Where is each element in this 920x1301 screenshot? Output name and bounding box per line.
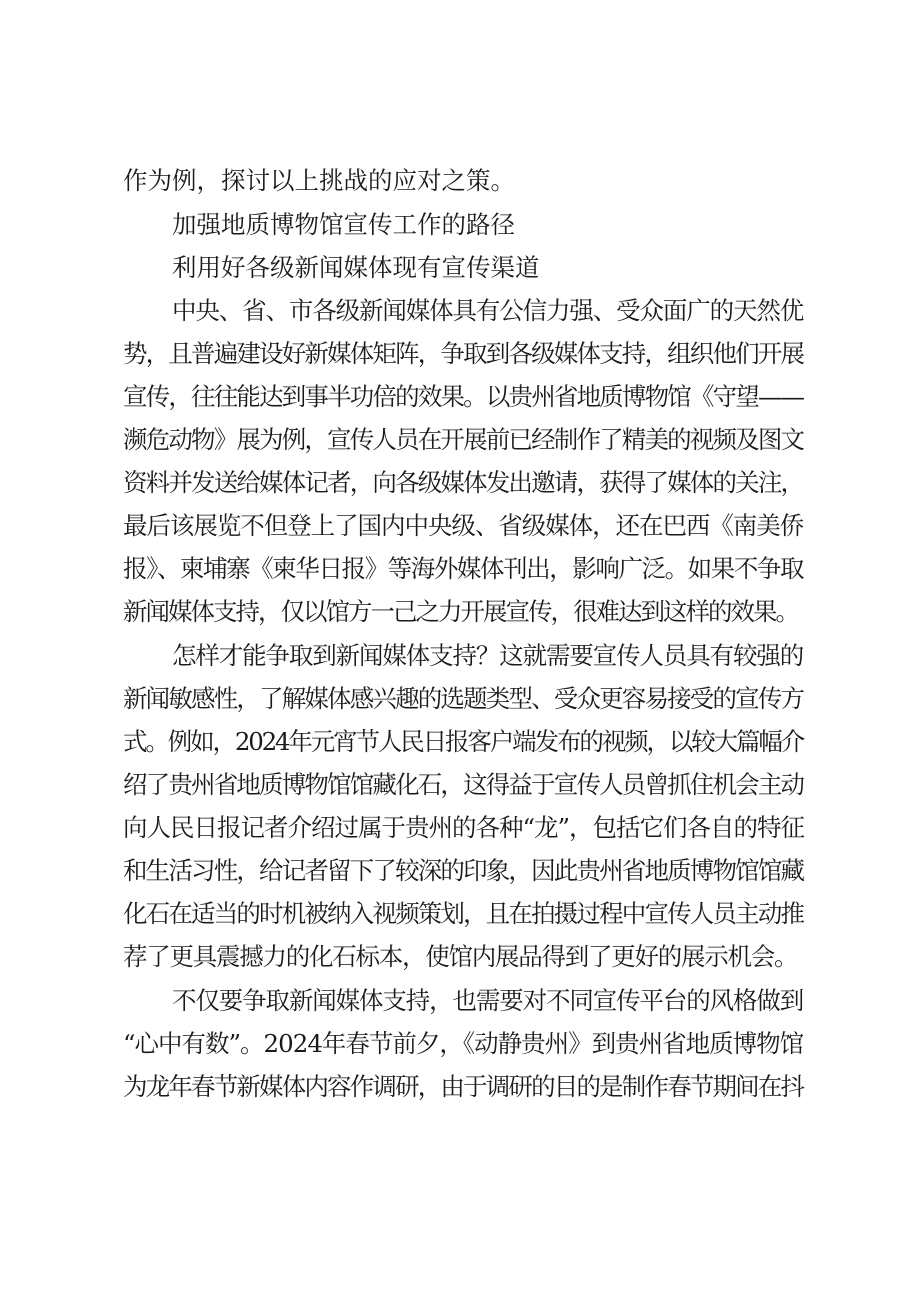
paragraph-line: 势，且普遍建设好新媒体矩阵，争取到各级媒体支持，组织他们开展: [123, 339, 803, 368]
paragraph-line: 报》、柬埔寨《柬华日报》等海外媒体刊出，影响广泛。如果不争取: [123, 554, 803, 583]
paragraph-line: 绍了贵州省地质博物馆馆藏化石，这得益于宣传人员曾抓住机会主动: [123, 770, 803, 799]
paragraph-line: 新闻媒体支持，仅以馆方一己之力开展宣传，很难达到这样的效果。: [123, 597, 798, 626]
paragraph-line: 宣传，往往能达到事半功倍的效果。以贵州省地质博物馆《守望——: [123, 382, 803, 411]
paragraph-line: 濒危动物》展为例，宣传人员在开展前已经制作了精美的视频及图文: [123, 425, 803, 454]
paragraph-line: 荐了更具震撼力的化石标本，使馆内展品得到了更好的展示机会。: [123, 942, 798, 971]
paragraph-line: 怎样才能争取到新闻媒体支持？这就需要宣传人员具有较强的: [172, 641, 803, 670]
paragraph-line: 化石在适当的时机被纳入视频策划，且在拍摄过程中宣传人员主动推: [123, 899, 803, 928]
paragraph-line: 新闻敏感性，了解媒体感兴趣的选题类型、受众更容易接受的宣传方: [123, 684, 803, 713]
paragraph-line: 式。例如，2024年元宵节人民日报客户端发布的视频，以较大篇幅介: [123, 727, 803, 756]
paragraph-line: 最后该展览不但登上了国内中央级、省级媒体，还在巴西《南美侨: [123, 511, 803, 540]
paragraph-line: 不仅要争取新闻媒体支持，也需要对不同宣传平台的风格做到: [172, 986, 803, 1015]
paragraph-line: “心中有数”。2024年春节前夕，《动静贵州》到贵州省地质博物馆: [123, 1029, 804, 1058]
paragraph-line: 作为例，探讨以上挑战的应对之策。: [123, 166, 515, 195]
section-heading: 加强地质博物馆宣传工作的路径: [172, 210, 515, 239]
paragraph-line: 向人民日报记者介绍过属于贵州的各种“龙”，包括它们各自的特征: [123, 813, 805, 842]
paragraph-line: 和生活习性，给记者留下了较深的印象，因此贵州省地质博物馆馆藏: [123, 856, 803, 885]
subsection-heading: 利用好各级新闻媒体现有宣传渠道: [172, 253, 540, 282]
paragraph-line: 中央、省、市各级新闻媒体具有公信力强、受众面广的天然优: [172, 296, 803, 325]
paragraph-line: 为龙年春节新媒体内容作调研，由于调研的目的是制作春节期间在抖: [123, 1072, 803, 1101]
paragraph-line: 资料并发送给媒体记者，向各级媒体发出邀请，获得了媒体的关注，: [123, 468, 803, 497]
